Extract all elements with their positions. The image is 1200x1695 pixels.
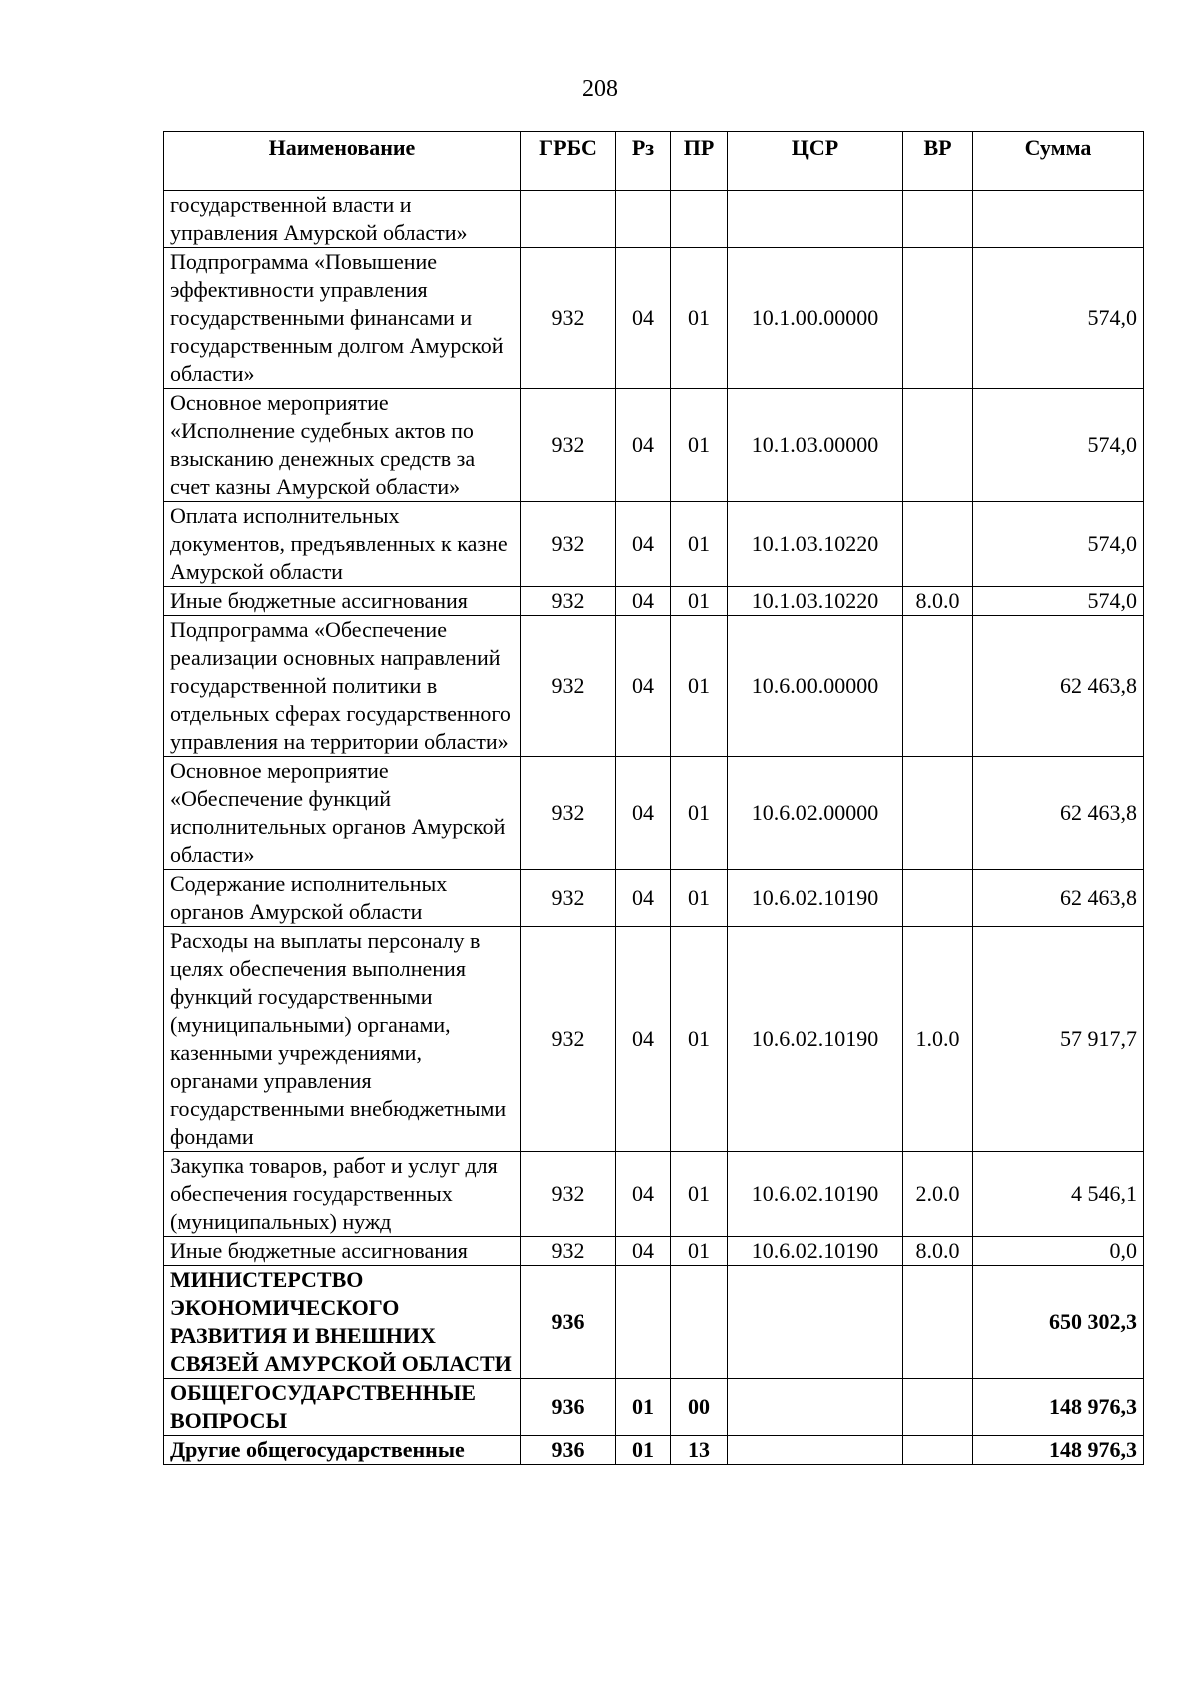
cell-vr: 1.0.0: [903, 927, 973, 1152]
cell-name: Иные бюджетные ассигнования: [164, 1237, 521, 1266]
cell-sum: 574,0: [973, 248, 1144, 389]
table-row: [164, 248, 1144, 389]
cell-csr: [728, 1436, 903, 1465]
header-pr: ПР: [671, 132, 728, 191]
table-body: [164, 191, 1144, 1465]
header-grbs: ГРБС: [521, 132, 616, 191]
header-sum: Сумма: [973, 132, 1144, 191]
cell-grbs: 932: [521, 1152, 616, 1237]
cell-name: Содержание исполнительных органов Амурской области: [164, 870, 521, 927]
cell-name: Закупка товаров, работ и услуг для обеспечения государственных (муниципальных) нужд: [164, 1152, 521, 1237]
cell-sum: 650 302,3: [973, 1266, 1144, 1379]
cell-vr: [903, 1436, 973, 1465]
cell-csr: 10.1.03.10220: [728, 502, 903, 587]
cell-grbs: 932: [521, 927, 616, 1152]
cell-rz: 01: [616, 1436, 671, 1465]
cell-grbs: 936: [521, 1266, 616, 1379]
cell-sum: 57 917,7: [973, 927, 1144, 1152]
cell-sum: 574,0: [973, 587, 1144, 616]
cell-pr: [671, 1266, 728, 1379]
cell-rz: 04: [616, 1237, 671, 1266]
cell-grbs: 932: [521, 757, 616, 870]
table-row: [164, 757, 1144, 870]
table-row: [164, 587, 1144, 616]
cell-rz: [616, 191, 671, 248]
cell-sum: 62 463,8: [973, 757, 1144, 870]
cell-name: МИНИСТЕРСТВО ЭКОНОМИЧЕСКОГО РАЗВИТИЯ И ВНЕШНИХ СВЯЗЕЙ АМУРСКОЙ ОБЛАСТИ: [164, 1266, 521, 1379]
cell-name: Оплата исполнительных документов, предъявленных к казне Амурской области: [164, 502, 521, 587]
cell-vr: [903, 248, 973, 389]
cell-csr: [728, 1266, 903, 1379]
cell-rz: 04: [616, 502, 671, 587]
header-vr: ВР: [903, 132, 973, 191]
cell-sum: 62 463,8: [973, 616, 1144, 757]
cell-sum: 148 976,3: [973, 1379, 1144, 1436]
cell-pr: 01: [671, 1237, 728, 1266]
cell-pr: 01: [671, 757, 728, 870]
cell-vr: 8.0.0: [903, 1237, 973, 1266]
cell-name: Иные бюджетные ассигнования: [164, 587, 521, 616]
cell-rz: 04: [616, 870, 671, 927]
cell-pr: 01: [671, 587, 728, 616]
page-number: 208: [582, 76, 618, 102]
cell-grbs: 932: [521, 502, 616, 587]
cell-rz: 04: [616, 616, 671, 757]
cell-rz: [616, 1266, 671, 1379]
header-rz: Рз: [616, 132, 671, 191]
cell-rz: 04: [616, 1152, 671, 1237]
cell-sum: [973, 191, 1144, 248]
cell-rz: 04: [616, 248, 671, 389]
cell-vr: 2.0.0: [903, 1152, 973, 1237]
cell-pr: 01: [671, 389, 728, 502]
cell-grbs: 936: [521, 1379, 616, 1436]
cell-rz: 04: [616, 927, 671, 1152]
table-row: [164, 1379, 1144, 1436]
table-row: [164, 1436, 1144, 1465]
cell-rz: 04: [616, 757, 671, 870]
cell-vr: [903, 191, 973, 248]
cell-vr: [903, 389, 973, 502]
cell-name: ОБЩЕГОСУДАРСТВЕННЫЕ ВОПРОСЫ: [164, 1379, 521, 1436]
cell-csr: 10.6.02.10190: [728, 1152, 903, 1237]
table-row: [164, 1266, 1144, 1379]
cell-pr: 01: [671, 502, 728, 587]
cell-rz: 04: [616, 587, 671, 616]
cell-grbs: 936: [521, 1436, 616, 1465]
cell-name: Подпрограмма «Обеспечение реализации основных направлений государственной политики в отдельных сферах государственного управления на территории области»: [164, 616, 521, 757]
cell-rz: 04: [616, 389, 671, 502]
cell-pr: 13: [671, 1436, 728, 1465]
cell-vr: 8.0.0: [903, 587, 973, 616]
cell-pr: 01: [671, 248, 728, 389]
cell-vr: [903, 1266, 973, 1379]
table-row: [164, 502, 1144, 587]
cell-csr: 10.1.03.00000: [728, 389, 903, 502]
table-row: [164, 191, 1144, 248]
cell-sum: 0,0: [973, 1237, 1144, 1266]
cell-pr: 01: [671, 927, 728, 1152]
cell-csr: 10.6.02.00000: [728, 757, 903, 870]
table-row: [164, 927, 1144, 1152]
cell-csr: 10.1.00.00000: [728, 248, 903, 389]
table-row: [164, 1152, 1144, 1237]
table-row: [164, 389, 1144, 502]
cell-grbs: [521, 191, 616, 248]
header-csr: ЦСР: [728, 132, 903, 191]
cell-pr: 00: [671, 1379, 728, 1436]
cell-name: Основное мероприятие «Исполнение судебных актов по взысканию денежных средств за счет казны Амурской области»: [164, 389, 521, 502]
cell-sum: 574,0: [973, 502, 1144, 587]
cell-rz: 01: [616, 1379, 671, 1436]
cell-csr: 10.6.02.10190: [728, 927, 903, 1152]
budget-table: [163, 131, 1144, 1465]
table-header-row: [164, 132, 1144, 191]
cell-csr: 10.6.00.00000: [728, 616, 903, 757]
table-row: [164, 1237, 1144, 1266]
cell-vr: [903, 502, 973, 587]
cell-csr: 10.1.03.10220: [728, 587, 903, 616]
cell-vr: [903, 616, 973, 757]
cell-name: Расходы на выплаты персоналу в целях обеспечения выполнения функций государственными (муниципальными) органами, казенными учреждениями, органами управления государственными внебюджетными фондами: [164, 927, 521, 1152]
cell-vr: [903, 870, 973, 927]
cell-sum: 574,0: [973, 389, 1144, 502]
cell-grbs: 932: [521, 248, 616, 389]
cell-grbs: 932: [521, 870, 616, 927]
cell-pr: 01: [671, 616, 728, 757]
cell-grbs: 932: [521, 587, 616, 616]
cell-csr: [728, 1379, 903, 1436]
table-row: [164, 870, 1144, 927]
cell-pr: 01: [671, 870, 728, 927]
cell-vr: [903, 757, 973, 870]
cell-name: Основное мероприятие «Обеспечение функций исполнительных органов Амурской области»: [164, 757, 521, 870]
cell-sum: 148 976,3: [973, 1436, 1144, 1465]
cell-pr: [671, 191, 728, 248]
table-row: [164, 616, 1144, 757]
cell-csr: [728, 191, 903, 248]
cell-name: Другие общегосударственные: [164, 1436, 521, 1465]
cell-vr: [903, 1379, 973, 1436]
cell-name: государственной власти и управления Амурской области»: [164, 191, 521, 248]
cell-sum: 62 463,8: [973, 870, 1144, 927]
cell-name: Подпрограмма «Повышение эффективности управления государственными финансами и государственным долгом Амурской области»: [164, 248, 521, 389]
cell-csr: 10.6.02.10190: [728, 870, 903, 927]
cell-grbs: 932: [521, 389, 616, 502]
cell-grbs: 932: [521, 616, 616, 757]
header-name: Наименование: [164, 132, 521, 191]
cell-grbs: 932: [521, 1237, 616, 1266]
cell-csr: 10.6.02.10190: [728, 1237, 903, 1266]
cell-sum: 4 546,1: [973, 1152, 1144, 1237]
cell-pr: 01: [671, 1152, 728, 1237]
